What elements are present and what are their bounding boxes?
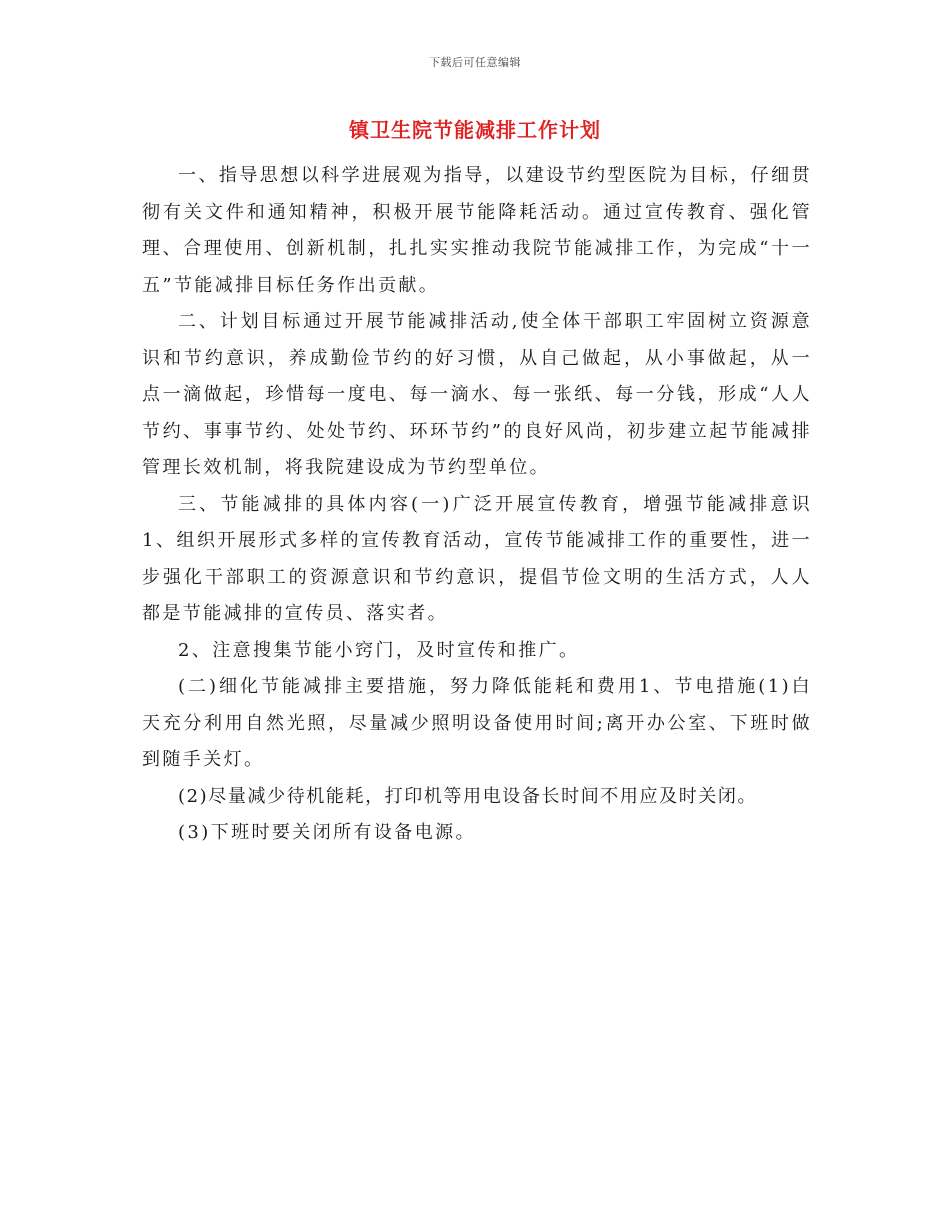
paragraph-tips: 2、注意搜集节能小窍门，及时宣传和推广。	[178, 639, 580, 661]
paragraph-power-off: (3)下班时要关闭所有设备电源。	[178, 822, 476, 843]
paragraph-measures: (二)细化节能减排主要措施，努力降低能耗和费用1、节电措施(1)白天充分利用自然光照，尽量减少照明设备使用时间;离开办公室、下班时做到随手关灯。	[142, 676, 812, 770]
header-note: 下载后可任意编辑	[429, 56, 521, 69]
document-title: 镇卫生院节能减排工作计划	[349, 118, 601, 142]
paragraph-specific-content: 三、节能减排的具体内容(一)广泛开展宣传教育，增强节能减排意识1、组织开展形式多样的宣传教育活动，宣传节能减排工作的重要性，进一步强化干部职工的资源意识和节约意识，提倡节俭文明的生活方式，人人都是节能减排的宣传员、落实者。	[142, 493, 812, 624]
paragraph-standby-power: (2)尽量减少待机能耗，打印机等用电设备长时间不用应及时关闭。	[178, 785, 758, 807]
paragraph-plan-goals: 二、计划目标通过开展节能减排活动,使全体干部职工牢固树立资源意识和节约意识，养成勤俭节约的好习惯，从自己做起，从小事做起，从一点一滴做起，珍惜每一度电、每一滴水、每一张纸、每一分钱，形成“人人节约、事事节约、处处节约、环环节约”的良好风尚，初步建立起节能减排管理长效机制，将我院建设成为节约型单位。	[142, 311, 812, 478]
document-body	[142, 158, 812, 852]
paragraph-guiding-ideology: 一、指导思想以科学进展观为指导，以建设节约型医院为目标，仔细贯彻有关文件和通知精神，积极开展节能降耗活动。通过宣传教育、强化管理、合理使用、创新机制，扎扎实实推动我院节能减排工作，为完成“十一五”节能减排目标任务作出贡献。	[142, 165, 812, 296]
